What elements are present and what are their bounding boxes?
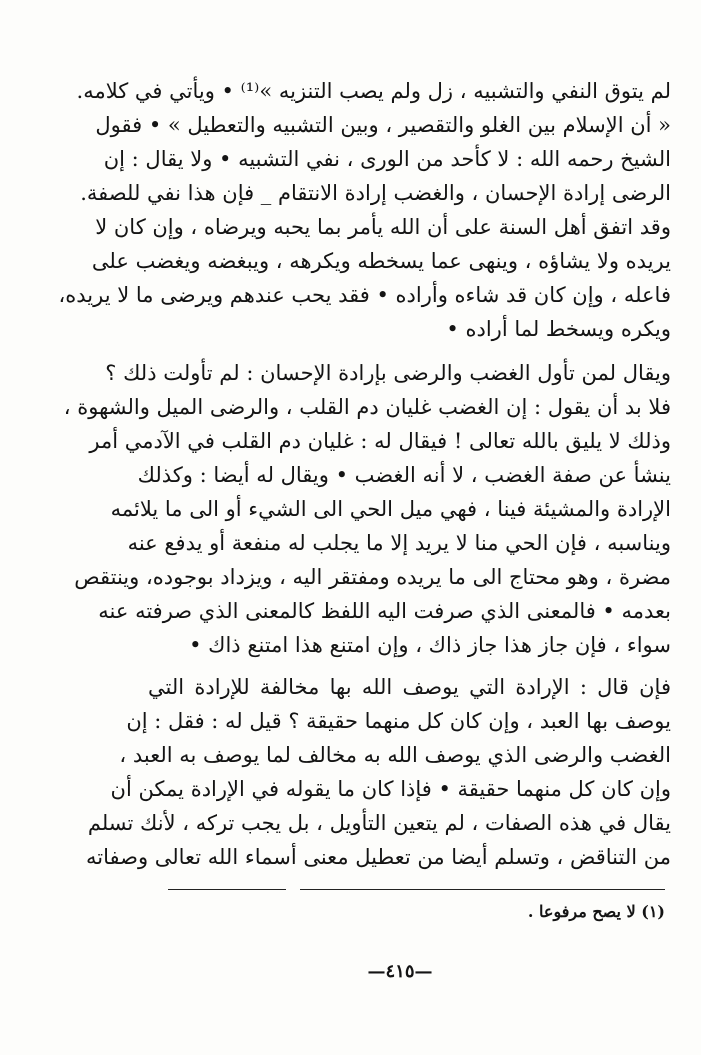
text-line: سواء ، فإن جاز هذا جاز ذاك ، وإن امتنع هذا امتنع ذاك • <box>189 633 671 657</box>
paragraph-2 <box>63 356 671 662</box>
text-line: « أن الإسلام بين الغلو والتقصير ، وبين التشبيه والتعطيل » • فقول <box>95 113 671 137</box>
text-line: بعدمه • فالمعنى الذي صرفت اليه اللفظ كالمعنى الذي صرفته عنه <box>98 599 671 623</box>
text-line: يوصف بها العبد ، وإن كان كل منهما حقيقة ؟ قيل له : فقل : إن <box>126 709 671 733</box>
page-number: —٤١٥— <box>367 961 433 982</box>
text-line: لم يتوق النفي والتشبيه ، زل ولم يصب التنزيه »⁽¹⁾ • ويأتي في كلامه. <box>76 79 671 103</box>
footnote-divider <box>168 889 286 890</box>
text-line: ويناسبه ، فإن الحي منا لا يريد إلا ما يجلب له منفعة أو يدفع عنه <box>127 531 671 555</box>
text-line: يريده ولا يشاؤه ، وينهى عما يسخطه ويكرهه ، ويبغضه ويغضب على <box>91 249 671 273</box>
text-line: وإن كان كل منهما حقيقة • فإذا كان ما يقوله في الإرادة يمكن أن <box>110 777 671 801</box>
text-line: وقد اتفق أهل السنة على أن الله يأمر بما يحبه ويرضاه ، وإن كان لا <box>95 215 671 239</box>
text-line: الشيخ رحمه الله : لا كأحد من الورى ، نفي التشبيه • ولا يقال : إن <box>103 147 671 171</box>
text-line: فاعله ، وإن كان قد شاءه وأراده • فقد يحب عندهم ويرضى ما لا يريده، <box>58 283 671 307</box>
paragraph-3 <box>85 670 671 874</box>
paragraph-1 <box>58 74 671 346</box>
footnote-divider <box>300 889 665 890</box>
text-line: فإن قال : الإرادة التي يوصف الله بها مخالفة للإرادة التي <box>148 675 671 699</box>
footnote: (١) لا يصح مرفوعا . <box>527 902 665 921</box>
text-line: الغضب والرضى الذي يوصف الله به مخالف لما يوصف به العبد ، <box>119 743 671 767</box>
text-line: ويقال لمن تأول الغضب والرضى بإرادة الإحسان : لم تأولت ذلك ؟ <box>105 361 671 385</box>
text-line: الإرادة والمشيئة فينا ، فهي ميل الحي الى الشيء أو الى ما يلائمه <box>110 497 671 521</box>
text-line: ينشأ عن صفة الغضب ، لا أنه الغضب • ويقال له أيضا : وكذلك <box>137 463 671 487</box>
text-line: وذلك لا يليق بالله تعالى ! فيقال له : غليان دم القلب في الآدمي أمر <box>89 429 671 453</box>
text-line: الرضى إرادة الإحسان ، والغضب إرادة الانتقام _ فإن هذا نفي للصفة. <box>80 181 671 205</box>
text-line: مضرة ، وهو محتاج الى ما يريده ومفتقر اليه ، ويزداد بوجوده، وينتقص <box>74 565 671 589</box>
text-line: ويكره ويسخط لما أراده • <box>446 317 671 341</box>
text-line: من التناقض ، وتسلم أيضا من تعطيل معنى أسماء الله تعالى وصفاته <box>85 845 671 869</box>
text-line: يقال في هذه الصفات ، لم يتعين التأويل ، بل يجب تركه ، لأنك تسلم <box>87 811 671 835</box>
text-line: فلا بد أن يقول : إن الغضب غليان دم القلب ، والرضى الميل والشهوة ، <box>63 395 671 419</box>
